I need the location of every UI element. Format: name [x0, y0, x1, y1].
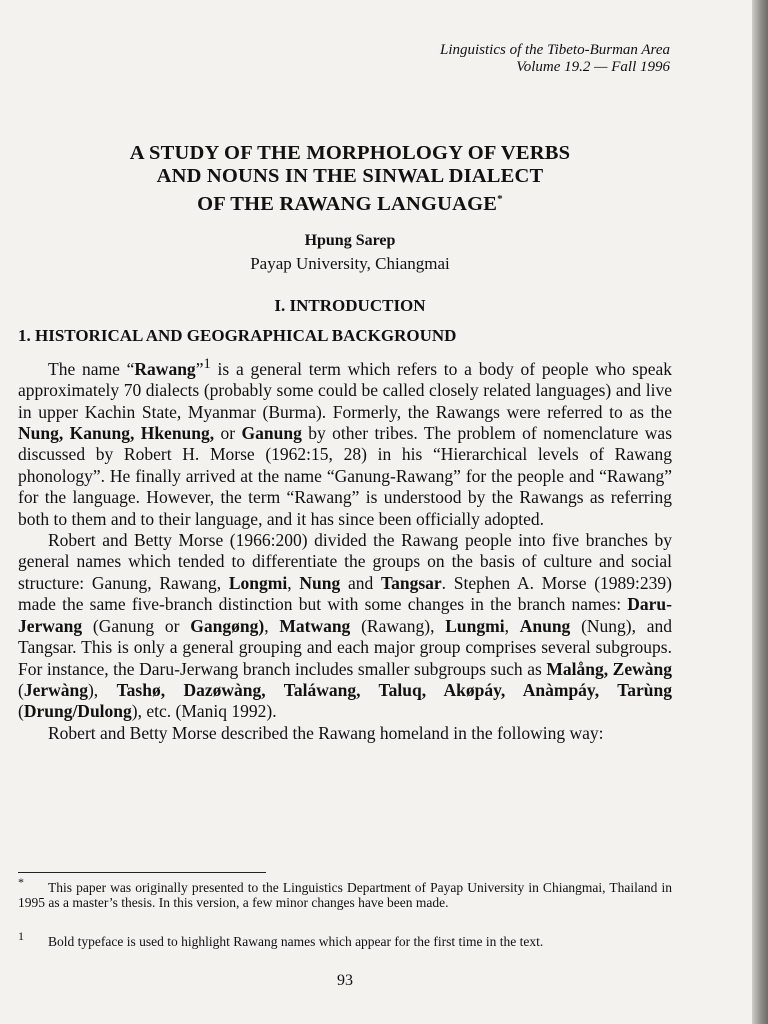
- title-line-1: A STUDY OF THE MORPHOLOGY OF VERBS: [129, 142, 571, 164]
- volume-issue: Volume 19.2 — Fall 1996: [516, 59, 670, 75]
- paragraph-1: The name “Rawang”$^1$ is a general term which refers to a body of people who speak approximately 70 dialects (probably some could be called closely related languages) and live in upper Kachin State, Myanmar (Burma). Formerly, the Rawangs were referred to as the Nung, Kanung, Hkenung, or Ganung by other tribes. The problem of nomenclature was discussed by Robert H. Morse (1962:15, 28) in his “Hierarchical levels of Rawang phonology”. He finally arrived at the name “Ganung-Rawang” for the people and “Rawang” for the language. However, the term “Rawang” is understood by the Rawangs as referring both to them and to their language, and it has since been officially adopted.: [18, 356, 673, 529]
- footnote-star-mark: *: [18, 875, 24, 889]
- paragraph-2: Robert and Betty Morse (1966:200) divided the Rawang people into five branches by general names which tended to differentiate the groups on the basis of culture and social structure: Ganung, Rawang, Longmi, Nung and Tangsar. Stephen A. Morse (1989:239) made the same five-branch distinction but with some changes in the branch names: Daru-Jerwang (Ganung or Gangøng), Matwang (Rawang), Lungmi, Anung (Nung), and Tangsar. This is only a general grouping and each major group comprises several subgroups. For instance, the Daru-Jerwang branch includes smaller subgroups such as Malång, Zewàng (Jerwàng), Tashø, Dazøwàng, Taláwang, Taluq, Akøpáy, Anàmpáy, Tarùng (Drung/Dulong), etc. (Maniq 1992).: [18, 530, 673, 722]
- journal-name: Linguistics of the Tibeto-Burman Area: [439, 42, 670, 58]
- title-line-2: AND NOUNS IN THE SINWAL DIALECT: [156, 165, 544, 187]
- title-line-3: OF THE RAWANG LANGUAGE*: [197, 192, 503, 215]
- page-number: 93: [337, 972, 353, 989]
- footnote-1-mark: 1: [18, 929, 24, 943]
- author-name: Hpung Sarep: [304, 232, 396, 249]
- subsection-heading: 1. HISTORICAL AND GEOGRAPHICAL BACKGROUND: [18, 326, 457, 345]
- body-text: [18, 354, 672, 744]
- title-footnote-mark: *: [497, 193, 503, 205]
- paper-title: [40, 142, 660, 216]
- section-heading: I. INTRODUCTION: [274, 296, 426, 315]
- footnote-star-text: This paper was originally presented to the Linguistics Department of Payap University in Chiangmai, Thailand in 1995 as a master’s thesis. In this version, a few minor changes have been made.: [18, 880, 672, 910]
- paragraph-3: Robert and Betty Morse described the Rawang homeland in the following way:: [48, 722, 604, 743]
- footnote-1-text: Bold typeface is used to highlight Rawang names which appear for the first time in the text.: [48, 934, 544, 949]
- running-header: [440, 42, 670, 76]
- page-edge-shadow: [752, 0, 768, 1024]
- footnote-1: [18, 929, 672, 949]
- author-affiliation: Payap University, Chiangmai: [250, 254, 450, 273]
- footnote-ref-1: 1: [203, 356, 211, 372]
- footnote-star: [18, 875, 672, 910]
- footnote-divider: [18, 872, 266, 873]
